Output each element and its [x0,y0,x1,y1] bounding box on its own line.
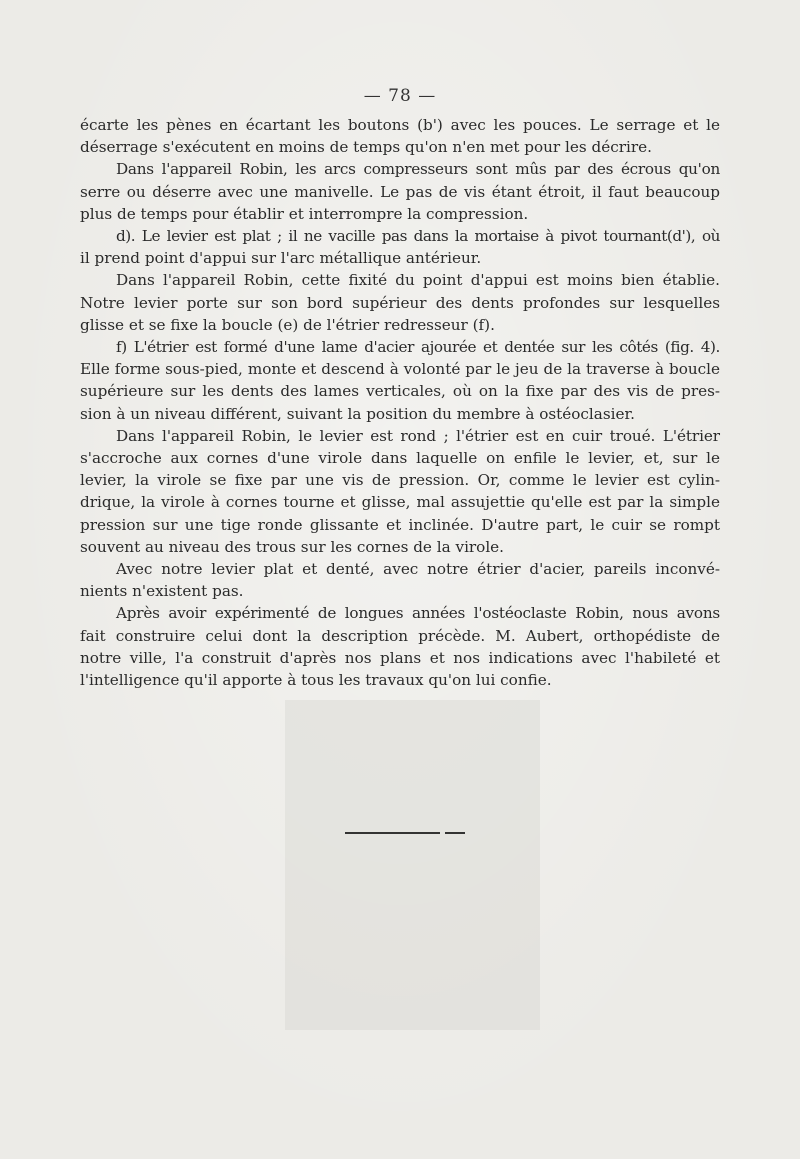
text-line: il prend point d'appui sur l'arc métallique antérieur. [80,249,482,268]
paragraph [80,269,720,336]
text-line: Notre levier porte sur son bord supérieur des dents profondes sur lesquelles [80,293,720,312]
text-line: s'accroche aux cornes d'une virole dans laquelle on enfile le levier, et, sur le [80,449,720,468]
text-line: l'intelligence qu'il apporte à tous les travaux qu'on lui confie. [80,671,552,690]
text-line: serre ou déserre avec une manivelle. Le pas de vis étant étroit, il faut beaucoup [80,182,720,201]
text-line: sion à un niveau différent, suivant la position du membre à ostéoclasier. [80,404,635,423]
text-line: plus de temps pour établir et interrompre la compression. [80,204,529,223]
text-line: pression sur une tige ronde glissante et inclinée. D'autre part, le cuir se rompt [80,515,720,534]
text-line: déserrage s'exécutent en moins de temps qu'on n'en met pour les décrire. [80,138,652,157]
text-line: notre ville, l'a construit d'après nos plans et nos indications avec l'habileté et [80,648,720,667]
text-line: levier, la virole se fixe par une vis de pression. Or, comme le levier est cylin- [80,471,720,490]
text-line: supérieure sur les dents des lames verticales, où on la fixe par des vis de pres- [80,382,720,401]
paragraph [80,558,720,602]
paragraph [80,602,720,691]
text-line: Dans l'appareil Robin, le levier est rond ; l'étrier est en cuir troué. L'étrier [116,426,720,445]
text-line: d). Le levier est plat ; il ne vacille pas dans la mortaise à pivot tournant(d'), où [116,227,720,246]
end-rule [345,832,465,834]
paragraph [80,114,720,158]
paragraph [80,425,720,558]
text-line: Dans l'appareil Robin, cette fixité du point d'appui est moins bien établie. [116,271,720,290]
text-line: Elle forme sous-pied, monte et descend à volonté par le jeu de la traverse à boucle [80,360,720,379]
body-text [80,114,720,691]
text-line: Avec notre levier plat et denté, avec notre étrier d'acier, pareils inconvé- [116,560,720,579]
text-line: souvent au niveau des trous sur les cornes de la virole. [80,537,504,556]
text-line: Dans l'appareil Robin, les arcs compresseurs sont mûs par des écrous qu'on [116,160,720,179]
show-through-shadow [285,700,540,1030]
page-number: — 78 — [363,86,437,106]
text-line: f) L'étrier est formé d'une lame d'acier ajourée et dentée sur les côtés (fig. 4). [116,338,720,357]
paragraph [80,336,720,425]
end-rule-long [345,832,440,834]
paragraph [80,158,720,225]
end-rule-short [445,832,465,834]
text-line: drique, la virole à cornes tourne et glisse, mal assujettie qu'elle est par la simple [80,493,720,512]
paragraph [80,225,720,269]
text-line: écarte les pènes en écartant les boutons (b') avec les pouces. Le serrage et le [80,116,720,134]
text-line: nients n'existent pas. [80,582,244,601]
text-line: Après avoir expérimenté de longues années l'ostéoclaste Robin, nous avons [116,604,720,623]
text-line: glisse et se fixe la boucle (e) de l'étrier redresseur (f). [80,315,495,334]
text-line: fait construire celui dont la description précède. M. Aubert, orthopédiste de [80,626,720,645]
